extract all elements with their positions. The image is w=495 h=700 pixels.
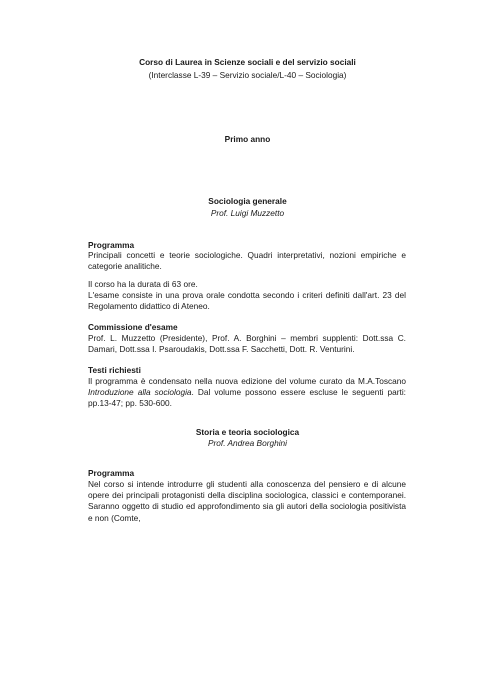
course1-testi-text-1: Il programma è condensato nella nuova edizione del volume curato da M.A.Toscano xyxy=(88,376,406,386)
course1-commissione-heading: Commissione d'esame xyxy=(88,322,178,332)
course2-programma-heading: Programma xyxy=(88,468,135,478)
course1-testi-heading: Testi richiesti xyxy=(88,365,141,375)
course1-professor: Prof. Luigi Muzzetto xyxy=(210,208,285,218)
course2-title: Storia e teoria sociologica xyxy=(195,427,300,437)
course1-programma-text: Principali concetti e teorie sociologiche. Quadri interpretativi, nozioni empiriche e categorie analitiche. xyxy=(88,250,406,272)
degree-title: Corso di Laurea in Scienze sociali e del servizio sociali xyxy=(139,57,356,67)
degree-subtitle: (Interclasse L-39 – Servizio sociale/L-40 – Sociologia) xyxy=(148,70,347,80)
course2-professor: Prof. Andrea Borghini xyxy=(207,438,288,448)
course1-duration-text: Il corso ha la durata di 63 ore. xyxy=(88,279,198,289)
course2-programma-text: Nel corso si intende introdurre gli studenti alla conoscenza del pensiero e di alcune opere dei principali protagonisti della disciplina sociologica, classici e contemporanei. Saranno oggetto di studio ed approfondimento sia gli autori della sociologia positivista e non (Comte, xyxy=(88,479,406,523)
course1-title: Sociologia generale xyxy=(208,196,287,206)
course1-testi-text xyxy=(88,376,406,410)
course1-testi-book-title: Introduzione alla sociologia xyxy=(88,387,192,398)
course1-testi-text-2: . Dal volume possono essere escluse le seguenti parti: pp.13-47; pp. 530-600. xyxy=(88,387,406,409)
course1-commissione-text: Prof. L. Muzzetto (Presidente), Prof. A. Borghini – membri supplenti: Dott.ssa C. Damari, Dott.ssa I. Psaroudakis, Dott.ssa F. Sacchetti, Dott. R. Venturini. xyxy=(88,333,406,355)
course1-programma-heading: Programma xyxy=(88,240,135,250)
year-heading: Primo anno xyxy=(224,134,271,144)
course1-exam-text: L'esame consiste in una prova orale condotta secondo i criteri definiti dall'art. 23 del Regolamento didattico di Ateneo. xyxy=(88,290,406,312)
